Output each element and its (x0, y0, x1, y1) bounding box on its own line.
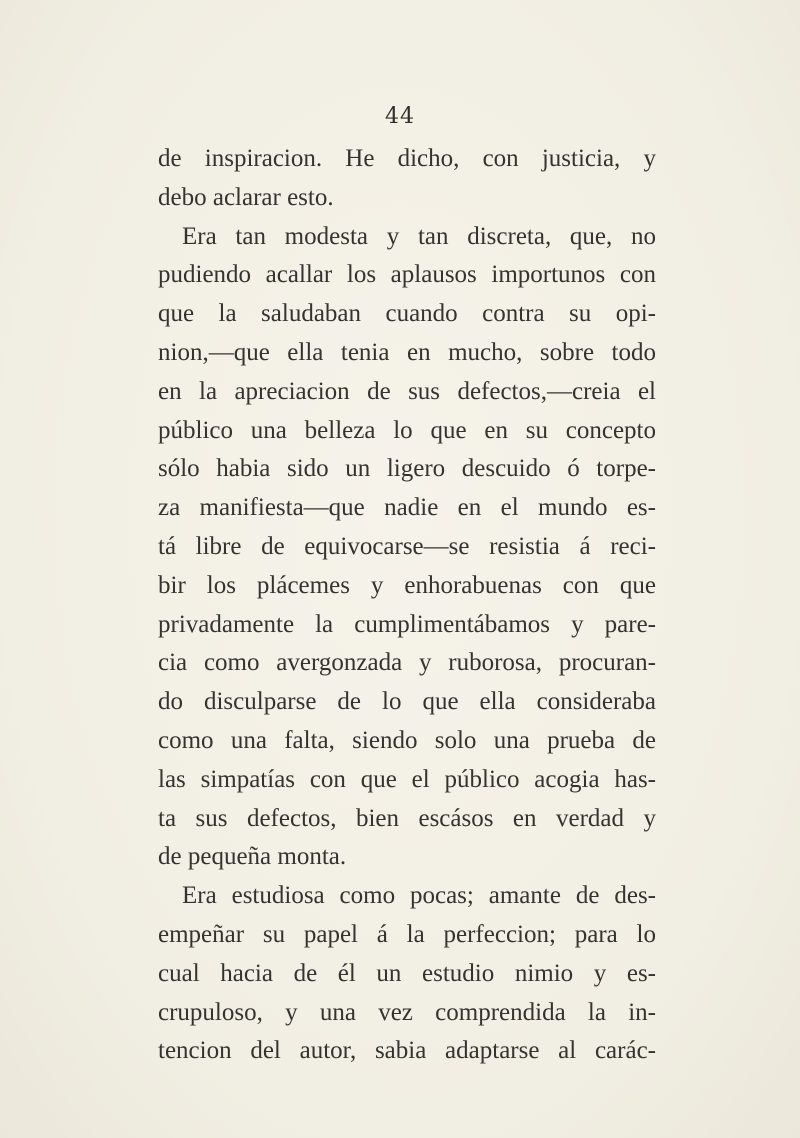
text-line: privadamente la cumplimentábamos y pare- (158, 610, 656, 638)
text-line: bir los plácemes y enhorabuenas con que (158, 571, 656, 599)
text-line: de pequeña monta. (158, 843, 347, 871)
text-line: como una falta, siendo solo una prueba de (158, 726, 656, 754)
text-line: las simpatías con que el público acogia has- (158, 765, 656, 793)
body-text (158, 140, 656, 1071)
text-line: tencion del autor, sabia adaptarse al carác- (158, 1037, 656, 1065)
text-line: que la saludaban cuando contra su opi- (158, 300, 656, 328)
text-line: ta sus defectos, bien escásos en verdad y (158, 804, 656, 832)
text-line: cia como avergonzada y ruborosa, procuran- (158, 649, 656, 677)
text-line: crupuloso, y una vez comprendida la in- (158, 998, 656, 1026)
text-line: público una belleza lo que en su concepto (158, 416, 656, 444)
text-line: pudiendo acallar los aplausos importunos con (158, 261, 656, 289)
text-line: de inspiracion. He dicho, con justicia, y (158, 145, 656, 172)
text-line: en la apreciacion de sus defectos,—creia el (158, 377, 656, 405)
text-line: Era estudiosa como pocas; amante de des- (182, 882, 656, 910)
text-line: sólo habia sido un ligero descuido ó torpe- (158, 455, 656, 483)
text-line: Era tan modesta y tan discreta, que, no (182, 222, 656, 250)
page-number: 44 (385, 104, 415, 129)
text-line: tá libre de equivocarse—se resistia á reci- (158, 532, 656, 560)
text-line: do disculparse de lo que ella consideraba (158, 688, 656, 716)
text-line: za manifiesta—que nadie en el mundo es- (158, 494, 656, 522)
text-line: cual hacia de él un estudio nimio y es- (158, 959, 656, 987)
text-line: empeñar su papel á la perfeccion; para lo (158, 920, 656, 948)
text-line: debo aclarar esto. (158, 183, 334, 211)
text-line: nion,—que ella tenia en mucho, sobre todo (158, 338, 656, 366)
